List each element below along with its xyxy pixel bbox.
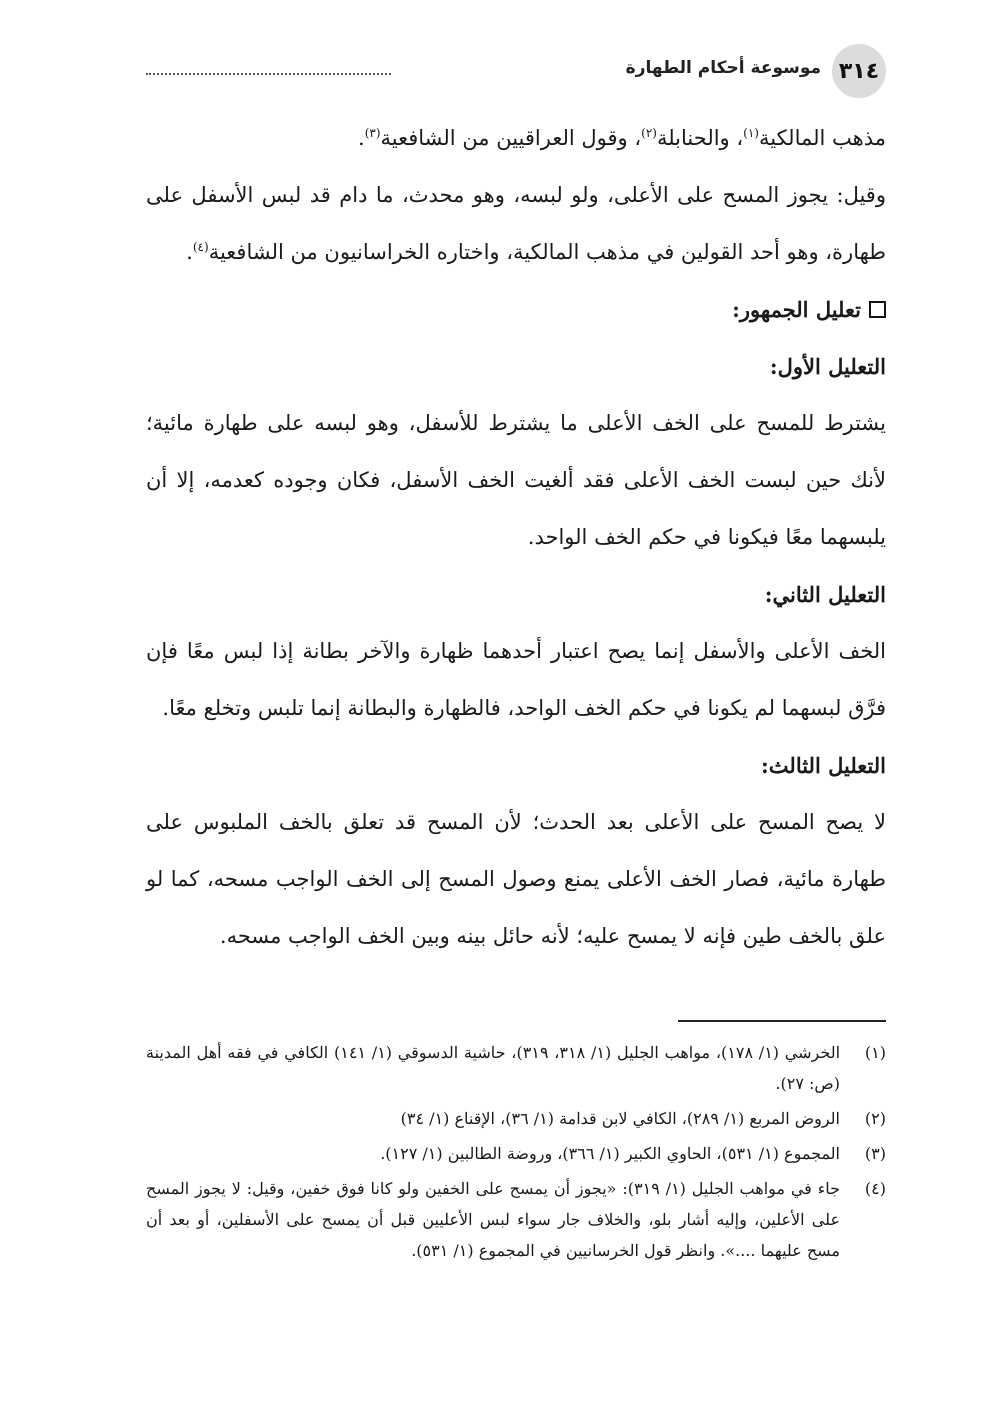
heading-first-reason: التعليل الأول:: [769, 354, 886, 379]
footnotes: [146, 1037, 886, 1270]
text-run: .: [358, 126, 365, 150]
footnote-2: [146, 1103, 886, 1134]
text-run: مذهب المالكية: [758, 126, 886, 150]
text-run: ، وقول العراقيين من الشافعية: [380, 126, 642, 150]
main-text: [146, 110, 886, 965]
footnote-text: الخرشي (١/ ١٧٨)، مواهب الجليل (١/ ٣١٨، ٣١٩)، حاشية الدسوقي (١/ ١٤١) الكافي في فقه أهل المدينة (ص: ٢٧).: [146, 1043, 841, 1093]
text-run: ، والحنابلة: [656, 126, 744, 150]
text-run: وقيل: يجوز المسح على الأعلى، ولو لبسه، وهو محدث، ما دام قد لبس الأسفل على طهارة، وهو أحد القولين في مذهب المالكية، واختاره الخراسانيون من الشافعية: [146, 183, 886, 264]
heading-text: تعليل الجمهور:: [732, 297, 861, 322]
footnote-number: (٤): [864, 1179, 886, 1198]
heading-third-reason: التعليل الثالث:: [761, 753, 886, 778]
footnote-separator: [678, 1020, 886, 1022]
heading-jumhur-reasoning: [146, 281, 886, 338]
paragraph-second-opinion: [146, 167, 886, 281]
footnote-ref-1[interactable]: (١): [743, 126, 759, 140]
footnote-number: (٢): [864, 1109, 886, 1128]
heading-second-reason: التعليل الثاني:: [764, 582, 886, 607]
footnote-ref-4[interactable]: (٤): [192, 240, 209, 254]
footnote-number: (١): [864, 1043, 886, 1062]
footnote-text: جاء في مواهب الجليل (١/ ٣١٩): «يجوز أن يمسح على الخفين ولو كانا فوق خفين، وقيل: لا يجوز المسح على الأعلين، وإليه أشار بلو، والخلاف جار سواء لبس الأعليين قبل أن يمسح على الأسفلين، أو بعد أن مسح عليهما ....». وانظر قول الخرسانيين في المجموع (١/ ٥٣١).: [146, 1179, 841, 1260]
paragraph-opinions: [146, 110, 886, 167]
footnote-number: (٣): [864, 1144, 886, 1163]
page-number: ٣١٤: [838, 58, 880, 84]
footnote-text: الروض المربع (١/ ٢٨٩)، الكافي لابن قدامة (١/ ٣٦)، الإقناع (١/ ٣٤): [400, 1109, 840, 1128]
paragraph-first-reason: يشترط للمسح على الخف الأعلى ما يشترط للأسفل، وهو لبسه على طهارة مائية؛ لأنك حين لبست الخف الأعلى فقد ألغيت الخف الأسفل، فكان وجوده كعدمه، إلا أن يلبسهما معًا فيكونا في حكم الخف الواحد.: [146, 411, 886, 549]
header-dotted-rule: [146, 73, 391, 75]
paragraph-second-reason: الخف الأعلى والأسفل إنما يصح اعتبار أحدهما ظهارة والآخر بطانة إذا لبس معًا فإن فرَّق لبسهما لم يكونا في حكم الخف الواحد، فالظهارة والبطانة إنما تلبس وتخلع معًا.: [146, 639, 886, 720]
page-number-badge: [832, 44, 886, 98]
footnote-text: المجموع (١/ ٥٣١)، الحاوي الكبير (١/ ٣٦٦)، وروضة الطالبين (١/ ١٢٧).: [380, 1144, 840, 1163]
footnote-1: [146, 1037, 886, 1099]
running-title: موسوعة أحكام الطهارة: [625, 58, 821, 78]
footnote-ref-3[interactable]: (٣): [364, 126, 381, 140]
footnote-ref-2[interactable]: (٢): [641, 126, 657, 140]
text-run: .: [186, 240, 193, 264]
footnote-4: [146, 1173, 886, 1266]
square-bullet-icon: [869, 301, 886, 318]
footnote-3: [146, 1138, 886, 1169]
paragraph-third-reason: لا يصح المسح على الأعلى بعد الحدث؛ لأن المسح قد تعلق بالخف الملبوس على طهارة مائية، فصار الخف الأعلى يمنع وصول المسح إلى الخف الواجب مسحه، كما لو علق بالخف طين فإنه لا يمسح عليه؛ لأنه حائل بينه وبين الخف الواجب مسحه.: [146, 810, 886, 948]
